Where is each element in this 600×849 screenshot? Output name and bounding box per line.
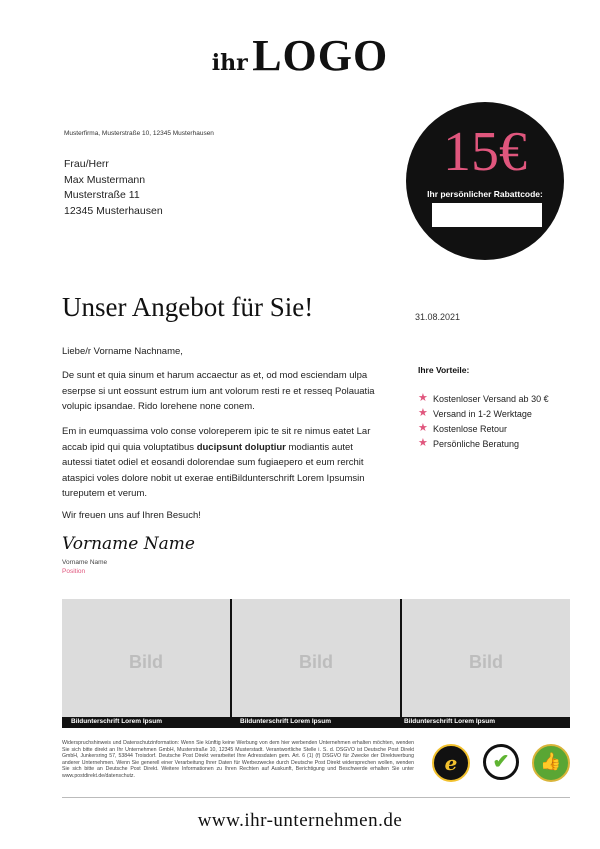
company-logo (0, 30, 600, 81)
benefit-label: Kostenlose Retour (433, 423, 508, 434)
footer-divider (62, 797, 570, 798)
empfehlung-seal-icon: 👍 (532, 744, 570, 782)
paragraph-2-text-b: modiantis autet autessi tiatet odiel et eosandi dolorendae sum fugiaepero et eum rerchit ataspici voles dolore nobit ut exerae entiBildunterschrift Lorem Ipsumsin tureputem et verum. (62, 441, 365, 499)
letter-closing: Wir freuen uns auf Ihren Besuch! (62, 510, 201, 521)
logo-prefix: ihr (211, 50, 248, 76)
recipient-address (64, 157, 163, 219)
image-gallery (62, 599, 570, 728)
star-icon: ★ (418, 437, 428, 449)
star-icon: ★ (418, 407, 428, 419)
page-title: Unser Angebot für Sie! (62, 292, 314, 322)
voucher-code-field (432, 203, 542, 227)
benefit-item (418, 421, 549, 436)
image-placeholder-label: Bild (129, 652, 163, 672)
paragraph-2-text-a: Em in eumquassima volo conse voloreperem ipic te sit re nimus eatet Lar accab ipid qui quia voluptatibus (62, 426, 371, 453)
letter-paragraph-2 (62, 424, 380, 502)
sender-address-line: Musterfirma, Musterstraße 10, 12345 Musterhausen (64, 130, 214, 137)
benefit-label: Versand in 1-2 Werktage (433, 408, 532, 419)
geprueften-webshop-seal-icon: ✔ (483, 744, 519, 780)
gallery-caption-3: Bildunterschrift Lorem Ipsum (404, 718, 496, 725)
image-placeholder-label: Bild (299, 652, 333, 672)
benefits-title: Ihre Vorteile: (418, 365, 470, 375)
benefit-item (418, 391, 549, 406)
recipient-city: 12345 Musterhausen (64, 204, 163, 217)
voucher-amount: 15€ (443, 121, 527, 183)
voucher-badge (406, 102, 564, 260)
signer-position: Position (62, 568, 86, 575)
recipient-name: Max Mustermann (64, 173, 146, 186)
gallery-image-3 (402, 599, 570, 717)
benefit-item (418, 406, 549, 421)
benefit-label: Persönliche Beratung (433, 438, 520, 449)
signer-name: Vorname Name (62, 559, 108, 566)
benefit-item (418, 436, 549, 451)
image-placeholder-label: Bild (469, 652, 503, 672)
benefits-list (418, 391, 549, 451)
trusted-shops-seal-icon: e (432, 744, 470, 782)
voucher-code-label: Ihr persönlicher Rabattcode: (427, 189, 543, 199)
gallery-caption-2: Bildunterschrift Lorem Ipsum (240, 718, 332, 725)
website-url: www.ihr-unternehmen.de (197, 810, 403, 831)
recipient-salutation: Frau/Herr (64, 158, 109, 170)
legal-notice: Widerspruchshinweis und Datenschutzinformation: Wenn Sie künftig keine Werbung von dem hier werbenden Unternehmen erhalten möchten, wenden Sie sich bitte direkt an Ihr Unternehmen GmbH, Musterstraße 10, 12345 Musterstadt. Verantwortliche Stelle i. S. d. DSGVO ist Deutsche Post Direkt GmbH, Junkersring 57, 53844 Troisdorf. Deutsche Post Direkt verarbeitet Ihre Adressdaten gem. Art. 6 (1) (f) DSGVO für Zwecke der Direktwerbung anderer Unternehmen. Wenn Sie generell einer Verarbeitung Ihrer Daten für Werbezwecke durch Deutsche Post Direkt widersprechen wollen, wenden Sie sich bitte an Deutsche Post Direkt. Weitere Informationen zu Ihren Rechten auf Auskunft, Berichtigung und Beschwerde erhalten Sie unter www.postdirekt.de/datenschutz. (62, 740, 414, 779)
letter-salutation: Liebe/r Vorname Nachname, (62, 346, 183, 357)
star-icon: ★ (418, 392, 428, 404)
benefit-label: Kostenloser Versand ab 30 € (433, 393, 549, 404)
gallery-caption-1: Bildunterschrift Lorem Ipsum (71, 718, 163, 725)
letter-date: 31.08.2021 (415, 312, 461, 322)
logo-word: LOGO (252, 31, 389, 80)
letter-paragraph-1: De sunt et quia sinum et harum accaectur as et, od mod esciendam ulpa eserpse si unt eossunt estrum ium ant volorum resti re et resseq Polauatia volupic ipsandae. Rido lorehene none conem. (62, 370, 375, 412)
handwritten-signature: Vorname Name (62, 534, 195, 554)
star-icon: ★ (418, 422, 428, 434)
gallery-image-2 (232, 599, 400, 717)
paragraph-2-bold: ducipsunt doluptiur (196, 441, 286, 453)
gallery-image-1 (62, 599, 230, 717)
recipient-street: Musterstraße 11 (64, 189, 140, 201)
